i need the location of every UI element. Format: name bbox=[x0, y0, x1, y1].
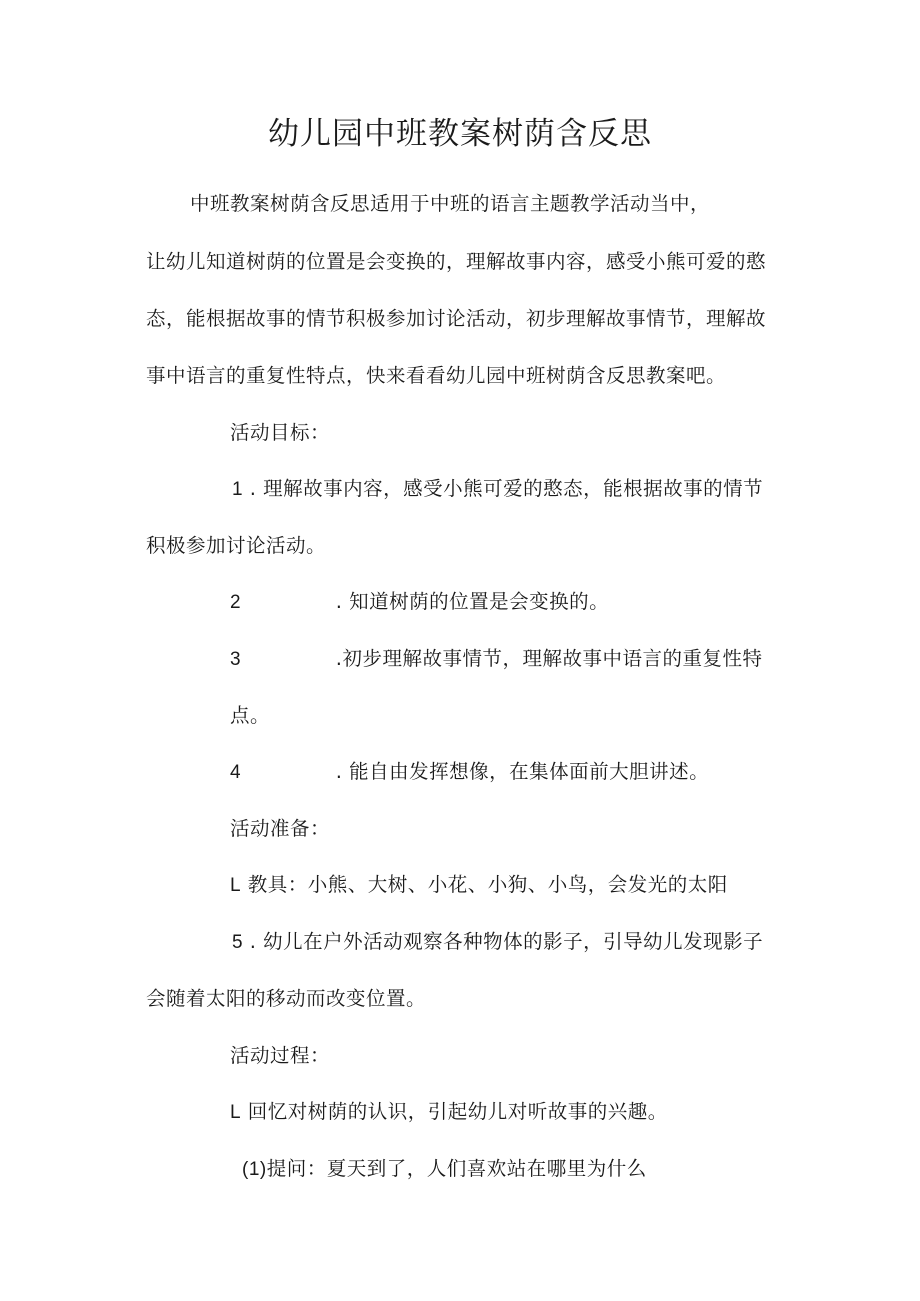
goal-item-3 bbox=[230, 643, 762, 671]
goal-number: 3 bbox=[230, 649, 242, 670]
process-text: 提问：夏天到了，人们喜欢站在哪里为什么 bbox=[266, 1157, 647, 1180]
prep-number: 5 bbox=[232, 932, 244, 953]
goal-item-3-continued: 点。 bbox=[230, 704, 271, 727]
goal-number: 1 bbox=[232, 479, 244, 500]
goal-number: 4 bbox=[230, 762, 242, 783]
prep-item-2 bbox=[232, 926, 763, 954]
goal-item-4 bbox=[230, 756, 709, 784]
goal-item-1 bbox=[232, 473, 763, 501]
intro-line-2: 让幼儿知道树荫的位置是会变换的，理解故事内容，感受小熊可爱的憨 bbox=[146, 250, 767, 273]
goals-heading: 活动目标： bbox=[230, 421, 331, 444]
goal-number: 2 bbox=[230, 592, 242, 613]
intro-line-4: 事中语言的重复性特点，快来看看幼儿园中班树荫含反思教案吧。 bbox=[146, 364, 727, 387]
prep-item-1 bbox=[230, 869, 728, 897]
process-item-2 bbox=[242, 1153, 647, 1181]
prep-text: . 幼儿在户外活动观察各种物体的影子，引导幼儿发现影子 bbox=[249, 930, 764, 953]
goal-text: . 理解故事内容，感受小熊可爱的憨态，能根据故事的情节 bbox=[249, 477, 764, 500]
intro-line-1: 中班教案树荫含反思适用于中班的语言主题教学活动当中， bbox=[190, 192, 711, 215]
prep-item-2-continued: 会随着太阳的移动而改变位置。 bbox=[146, 987, 427, 1010]
prep-text: 教具：小熊、大树、小花、小狗、小鸟，会发光的太阳 bbox=[247, 873, 728, 896]
intro-line-3: 态，能根据故事的情节积极参加讨论活动，初步理解故事情节，理解故 bbox=[146, 307, 767, 330]
goal-text: . 知道树荫的位置是会变换的。 bbox=[335, 590, 610, 613]
prep-number: L bbox=[230, 875, 242, 896]
process-number: L bbox=[230, 1102, 242, 1123]
prep-heading: 活动准备： bbox=[230, 817, 331, 840]
goal-text: . 能自由发挥想像，在集体面前大胆讲述。 bbox=[335, 760, 710, 783]
process-text: 回忆对树荫的认识，引起幼儿对听故事的兴趣。 bbox=[247, 1100, 668, 1123]
process-item-1 bbox=[230, 1096, 668, 1124]
goal-item-2 bbox=[230, 586, 609, 614]
process-number: (1) bbox=[242, 1159, 267, 1180]
document-title: 幼儿园中班教案树荫含反思 bbox=[268, 116, 652, 152]
goal-item-1-continued: 积极参加讨论活动。 bbox=[146, 534, 327, 557]
process-heading: 活动过程： bbox=[230, 1044, 331, 1067]
goal-text: .初步理解故事情节，理解故事中语言的重复性特 bbox=[335, 647, 763, 670]
